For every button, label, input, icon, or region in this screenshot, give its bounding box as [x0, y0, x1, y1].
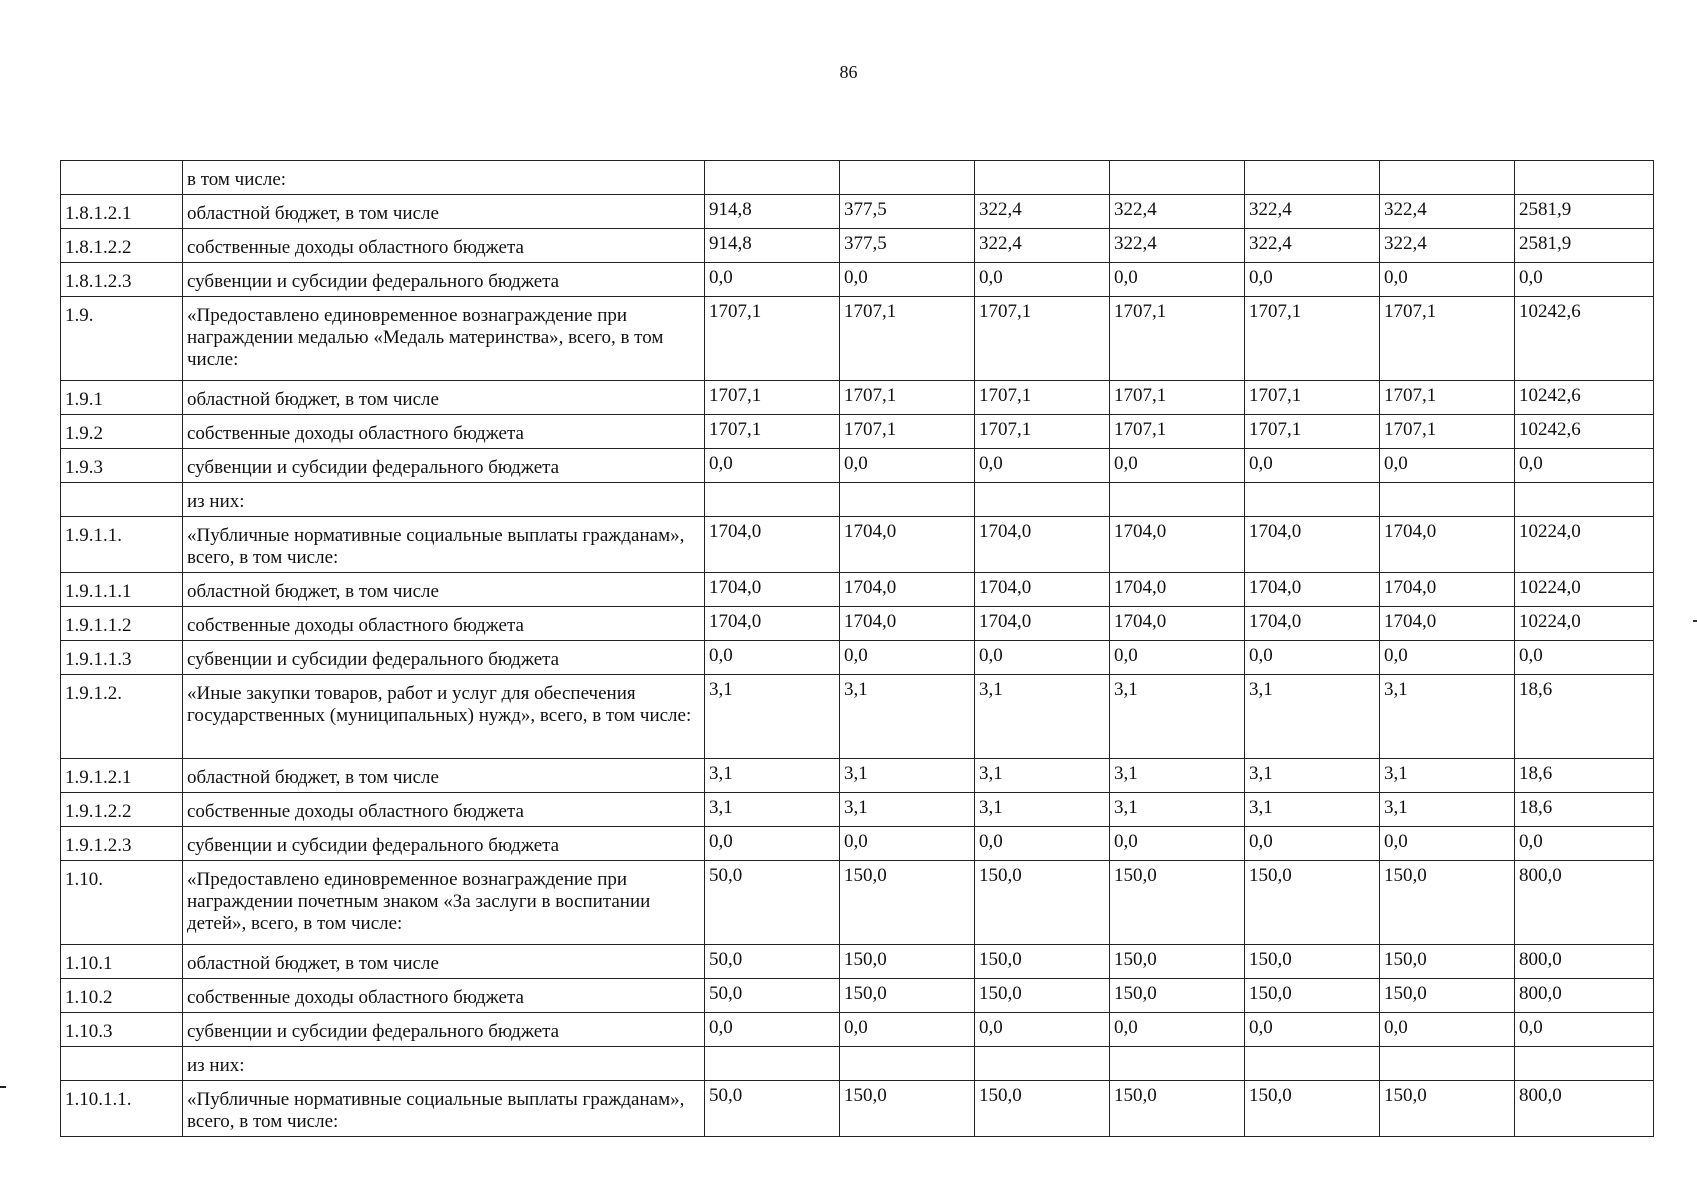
row-value-cell: 3,1	[1380, 675, 1515, 759]
row-description-cell: «Предоставлено единовременное вознаграждение при награждении почетным знаком «За заслуги в воспитании детей», всего, в том числе:	[183, 861, 705, 945]
row-number-cell: 1.9.2	[61, 415, 183, 449]
row-number-cell: 1.10.	[61, 861, 183, 945]
row-value-cell: 0,0	[705, 827, 840, 861]
row-value-cell	[1245, 1047, 1380, 1081]
table-row	[61, 759, 1654, 793]
row-total-cell: 800,0	[1515, 1081, 1654, 1137]
row-number-cell: 1.10.3	[61, 1013, 183, 1047]
row-value-cell: 1704,0	[975, 573, 1110, 607]
row-number-cell: 1.9.3	[61, 449, 183, 483]
row-value-cell: 1707,1	[1245, 415, 1380, 449]
row-total-cell: 18,6	[1515, 759, 1654, 793]
row-number-cell: 1.9.1.2.3	[61, 827, 183, 861]
row-value-cell: 0,0	[840, 449, 975, 483]
table-row	[61, 793, 1654, 827]
row-value-cell: 914,8	[705, 229, 840, 263]
row-value-cell: 1707,1	[1110, 297, 1245, 381]
row-value-cell: 0,0	[840, 827, 975, 861]
row-description-cell: субвенции и субсидии федерального бюджета	[183, 1013, 705, 1047]
row-value-cell	[705, 1047, 840, 1081]
row-total-cell: 0,0	[1515, 263, 1654, 297]
row-value-cell: 0,0	[1245, 641, 1380, 675]
row-description-cell: областной бюджет, в том числе	[183, 195, 705, 229]
row-description-cell: «Публичные нормативные социальные выплаты гражданам», всего, в том числе:	[183, 517, 705, 573]
row-value-cell	[840, 1047, 975, 1081]
row-value-cell: 0,0	[975, 641, 1110, 675]
row-value-cell: 0,0	[705, 1013, 840, 1047]
budget-table	[60, 160, 1654, 1137]
row-value-cell: 0,0	[1245, 1013, 1380, 1047]
row-value-cell: 1707,1	[1245, 297, 1380, 381]
row-value-cell: 150,0	[975, 1081, 1110, 1137]
row-value-cell: 1704,0	[1245, 607, 1380, 641]
row-value-cell	[840, 161, 975, 195]
row-value-cell: 0,0	[975, 263, 1110, 297]
row-total-cell	[1515, 483, 1654, 517]
row-value-cell: 1707,1	[1110, 381, 1245, 415]
row-number-cell: 1.9.1.1.2	[61, 607, 183, 641]
row-value-cell: 0,0	[1110, 827, 1245, 861]
row-value-cell: 0,0	[1380, 641, 1515, 675]
row-total-cell	[1515, 161, 1654, 195]
table-row	[61, 1047, 1654, 1081]
table-row	[61, 861, 1654, 945]
row-total-cell: 10224,0	[1515, 573, 1654, 607]
row-value-cell: 150,0	[840, 945, 975, 979]
row-description-cell: в том числе:	[183, 161, 705, 195]
row-number-cell: 1.10.2	[61, 979, 183, 1013]
row-description-cell: субвенции и субсидии федерального бюджета	[183, 449, 705, 483]
row-value-cell: 150,0	[1380, 979, 1515, 1013]
row-number-cell: 1.9.	[61, 297, 183, 381]
row-number-cell	[61, 1047, 183, 1081]
row-description-cell: из них:	[183, 483, 705, 517]
row-value-cell: 3,1	[840, 793, 975, 827]
row-number-cell	[61, 161, 183, 195]
row-value-cell: 3,1	[840, 675, 975, 759]
row-value-cell: 1704,0	[705, 607, 840, 641]
row-description-cell: областной бюджет, в том числе	[183, 759, 705, 793]
row-value-cell: 0,0	[705, 641, 840, 675]
row-value-cell	[975, 483, 1110, 517]
row-description-cell: собственные доходы областного бюджета	[183, 607, 705, 641]
row-value-cell: 322,4	[975, 195, 1110, 229]
row-description-cell: субвенции и субсидии федерального бюджета	[183, 641, 705, 675]
row-number-cell: 1.9.1.1.1	[61, 573, 183, 607]
row-value-cell: 150,0	[1110, 979, 1245, 1013]
row-value-cell: 0,0	[1245, 827, 1380, 861]
row-description-cell: собственные доходы областного бюджета	[183, 229, 705, 263]
row-value-cell: 0,0	[1380, 449, 1515, 483]
row-value-cell: 1707,1	[840, 297, 975, 381]
margin-mark	[0, 1086, 6, 1088]
row-value-cell: 150,0	[1110, 945, 1245, 979]
row-number-cell: 1.8.1.2.3	[61, 263, 183, 297]
row-value-cell: 0,0	[1110, 449, 1245, 483]
table-row	[61, 1013, 1654, 1047]
row-value-cell: 150,0	[1110, 1081, 1245, 1137]
row-total-cell: 800,0	[1515, 945, 1654, 979]
row-value-cell: 1704,0	[705, 573, 840, 607]
row-value-cell: 150,0	[1380, 1081, 1515, 1137]
row-total-cell: 10224,0	[1515, 517, 1654, 573]
row-value-cell: 0,0	[705, 449, 840, 483]
row-value-cell: 150,0	[1110, 861, 1245, 945]
row-description-cell: областной бюджет, в том числе	[183, 573, 705, 607]
margin-dot	[1693, 620, 1697, 622]
row-value-cell	[1110, 161, 1245, 195]
table-row	[61, 607, 1654, 641]
row-value-cell: 3,1	[1110, 759, 1245, 793]
row-value-cell	[975, 1047, 1110, 1081]
row-value-cell: 1704,0	[1245, 517, 1380, 573]
row-value-cell	[1245, 161, 1380, 195]
table-body	[61, 161, 1654, 1137]
row-value-cell: 3,1	[705, 759, 840, 793]
row-value-cell: 150,0	[840, 861, 975, 945]
row-value-cell: 3,1	[1110, 793, 1245, 827]
row-value-cell: 150,0	[840, 979, 975, 1013]
row-value-cell: 0,0	[975, 449, 1110, 483]
row-value-cell: 1704,0	[840, 573, 975, 607]
row-value-cell: 1707,1	[1245, 381, 1380, 415]
row-value-cell: 377,5	[840, 195, 975, 229]
row-total-cell	[1515, 1047, 1654, 1081]
row-value-cell: 1704,0	[1110, 607, 1245, 641]
row-value-cell	[1380, 483, 1515, 517]
budget-table-container	[60, 160, 1653, 1137]
row-value-cell: 1704,0	[975, 517, 1110, 573]
table-row	[61, 263, 1654, 297]
row-value-cell	[705, 483, 840, 517]
row-value-cell	[1380, 1047, 1515, 1081]
row-value-cell: 0,0	[840, 641, 975, 675]
row-value-cell: 1707,1	[840, 381, 975, 415]
row-number-cell: 1.9.1.2.2	[61, 793, 183, 827]
table-row	[61, 449, 1654, 483]
row-number-cell: 1.8.1.2.2	[61, 229, 183, 263]
row-value-cell: 3,1	[1245, 759, 1380, 793]
table-row	[61, 381, 1654, 415]
row-value-cell: 1704,0	[840, 517, 975, 573]
row-value-cell: 0,0	[1380, 827, 1515, 861]
row-value-cell: 0,0	[1110, 1013, 1245, 1047]
row-value-cell: 0,0	[1380, 1013, 1515, 1047]
row-value-cell: 1707,1	[1380, 381, 1515, 415]
row-value-cell: 1707,1	[1110, 415, 1245, 449]
row-total-cell: 2581,9	[1515, 229, 1654, 263]
row-value-cell: 377,5	[840, 229, 975, 263]
row-value-cell: 50,0	[705, 1081, 840, 1137]
row-value-cell: 3,1	[840, 759, 975, 793]
table-row	[61, 517, 1654, 573]
table-row	[61, 229, 1654, 263]
row-description-cell: «Публичные нормативные социальные выплаты гражданам», всего, в том числе:	[183, 1081, 705, 1137]
row-value-cell: 1704,0	[1380, 517, 1515, 573]
row-total-cell: 18,6	[1515, 793, 1654, 827]
row-number-cell: 1.10.1.1.	[61, 1081, 183, 1137]
row-value-cell	[975, 161, 1110, 195]
table-row	[61, 573, 1654, 607]
row-value-cell: 1704,0	[1110, 573, 1245, 607]
row-value-cell: 150,0	[975, 979, 1110, 1013]
row-value-cell: 1707,1	[705, 297, 840, 381]
table-row	[61, 161, 1654, 195]
row-value-cell: 322,4	[1245, 195, 1380, 229]
row-value-cell: 0,0	[1110, 263, 1245, 297]
row-value-cell: 0,0	[705, 263, 840, 297]
table-row	[61, 415, 1654, 449]
row-value-cell: 1704,0	[1110, 517, 1245, 573]
row-value-cell: 1707,1	[705, 415, 840, 449]
row-value-cell: 1704,0	[975, 607, 1110, 641]
row-description-cell: собственные доходы областного бюджета	[183, 415, 705, 449]
table-row	[61, 195, 1654, 229]
row-value-cell	[840, 483, 975, 517]
row-value-cell: 3,1	[1380, 759, 1515, 793]
row-total-cell: 10242,6	[1515, 381, 1654, 415]
row-value-cell: 3,1	[705, 675, 840, 759]
row-description-cell: собственные доходы областного бюджета	[183, 979, 705, 1013]
row-value-cell: 1707,1	[840, 415, 975, 449]
table-row	[61, 945, 1654, 979]
table-row	[61, 297, 1654, 381]
table-row	[61, 675, 1654, 759]
row-total-cell: 800,0	[1515, 861, 1654, 945]
row-value-cell: 0,0	[1245, 449, 1380, 483]
page-number: 86	[839, 62, 858, 82]
row-description-cell: «Предоставлено единовременное вознаграждение при награждении медалью «Медаль материнства», всего, в том числе:	[183, 297, 705, 381]
row-value-cell: 150,0	[975, 861, 1110, 945]
row-description-cell: субвенции и субсидии федерального бюджета	[183, 263, 705, 297]
row-value-cell: 1707,1	[975, 415, 1110, 449]
row-total-cell: 800,0	[1515, 979, 1654, 1013]
row-value-cell: 150,0	[1380, 861, 1515, 945]
row-number-cell: 1.10.1	[61, 945, 183, 979]
row-total-cell: 10242,6	[1515, 297, 1654, 381]
row-number-cell: 1.8.1.2.1	[61, 195, 183, 229]
row-description-cell: собственные доходы областного бюджета	[183, 793, 705, 827]
row-value-cell: 322,4	[975, 229, 1110, 263]
row-value-cell: 3,1	[975, 759, 1110, 793]
row-value-cell: 50,0	[705, 979, 840, 1013]
table-row	[61, 1081, 1654, 1137]
row-value-cell: 3,1	[975, 675, 1110, 759]
row-value-cell: 150,0	[1245, 945, 1380, 979]
row-value-cell: 150,0	[1245, 861, 1380, 945]
row-value-cell: 50,0	[705, 945, 840, 979]
row-total-cell: 10224,0	[1515, 607, 1654, 641]
row-value-cell: 1707,1	[705, 381, 840, 415]
row-value-cell: 150,0	[975, 945, 1110, 979]
row-value-cell: 3,1	[1245, 675, 1380, 759]
table-row	[61, 483, 1654, 517]
row-value-cell: 3,1	[705, 793, 840, 827]
row-value-cell	[1245, 483, 1380, 517]
row-value-cell	[1110, 1047, 1245, 1081]
row-value-cell: 0,0	[1110, 641, 1245, 675]
row-value-cell: 3,1	[1245, 793, 1380, 827]
row-total-cell: 0,0	[1515, 641, 1654, 675]
row-value-cell: 0,0	[840, 263, 975, 297]
row-value-cell: 1707,1	[975, 381, 1110, 415]
row-total-cell: 0,0	[1515, 449, 1654, 483]
row-value-cell: 0,0	[975, 1013, 1110, 1047]
row-value-cell: 914,8	[705, 195, 840, 229]
row-value-cell: 1704,0	[840, 607, 975, 641]
row-total-cell: 2581,9	[1515, 195, 1654, 229]
row-value-cell: 50,0	[705, 861, 840, 945]
row-description-cell: областной бюджет, в том числе	[183, 381, 705, 415]
row-number-cell: 1.9.1.2.1	[61, 759, 183, 793]
row-value-cell: 0,0	[1380, 263, 1515, 297]
row-total-cell: 0,0	[1515, 827, 1654, 861]
row-value-cell: 150,0	[840, 1081, 975, 1137]
row-value-cell: 322,4	[1110, 229, 1245, 263]
row-number-cell: 1.9.1.1.	[61, 517, 183, 573]
row-value-cell: 1707,1	[1380, 297, 1515, 381]
row-value-cell: 322,4	[1110, 195, 1245, 229]
row-total-cell: 18,6	[1515, 675, 1654, 759]
row-value-cell: 1704,0	[1380, 573, 1515, 607]
row-value-cell: 1707,1	[975, 297, 1110, 381]
table-row	[61, 827, 1654, 861]
row-value-cell	[1110, 483, 1245, 517]
row-number-cell: 1.9.1.1.3	[61, 641, 183, 675]
table-row	[61, 641, 1654, 675]
row-value-cell: 3,1	[975, 793, 1110, 827]
row-number-cell: 1.9.1	[61, 381, 183, 415]
row-value-cell: 150,0	[1245, 979, 1380, 1013]
row-value-cell: 1704,0	[1245, 573, 1380, 607]
row-number-cell	[61, 483, 183, 517]
row-value-cell	[1380, 161, 1515, 195]
row-value-cell: 150,0	[1380, 945, 1515, 979]
row-description-cell: субвенции и субсидии федерального бюджета	[183, 827, 705, 861]
row-value-cell: 322,4	[1380, 229, 1515, 263]
row-total-cell: 10242,6	[1515, 415, 1654, 449]
row-value-cell	[705, 161, 840, 195]
row-value-cell: 1707,1	[1380, 415, 1515, 449]
row-value-cell: 0,0	[1245, 263, 1380, 297]
row-value-cell: 3,1	[1110, 675, 1245, 759]
row-value-cell: 0,0	[975, 827, 1110, 861]
row-value-cell: 322,4	[1245, 229, 1380, 263]
row-description-cell: из них:	[183, 1047, 705, 1081]
row-description-cell: областной бюджет, в том числе	[183, 945, 705, 979]
row-value-cell: 1704,0	[705, 517, 840, 573]
table-row	[61, 979, 1654, 1013]
row-value-cell: 322,4	[1380, 195, 1515, 229]
row-description-cell: «Иные закупки товаров, работ и услуг для обеспечения государственных (муниципальных) нужд», всего, в том числе:	[183, 675, 705, 759]
row-value-cell: 1704,0	[1380, 607, 1515, 641]
row-value-cell: 150,0	[1245, 1081, 1380, 1137]
row-value-cell: 0,0	[840, 1013, 975, 1047]
row-number-cell: 1.9.1.2.	[61, 675, 183, 759]
row-value-cell: 3,1	[1380, 793, 1515, 827]
row-total-cell: 0,0	[1515, 1013, 1654, 1047]
